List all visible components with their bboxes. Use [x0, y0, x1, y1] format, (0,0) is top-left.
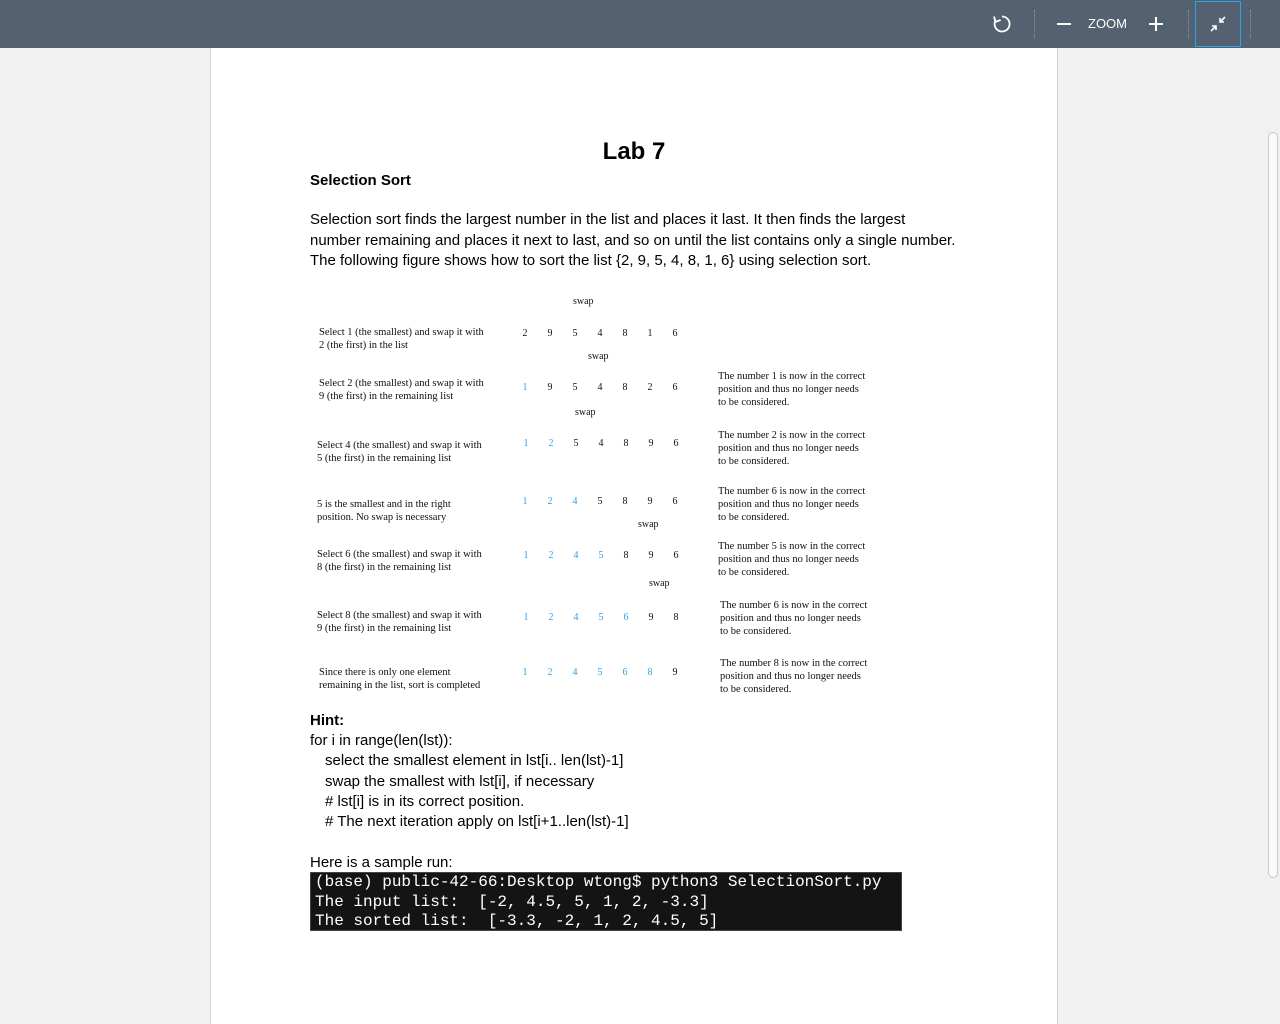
zoom-out-button[interactable]	[1052, 10, 1076, 38]
list-number: 8	[623, 550, 629, 561]
list-number: 6	[622, 667, 628, 678]
fit-page-icon	[1208, 14, 1228, 34]
list-number: 9	[547, 328, 553, 339]
step-description: Select 4 (the smallest) and swap it with 5 (the first) in the remaining list	[317, 440, 482, 464]
step-description: Since there is only one element remaining in the list, sort is completed	[319, 667, 481, 691]
swap-label: swap	[573, 296, 594, 307]
list-number: 8	[622, 328, 628, 339]
list-number: 1	[522, 382, 528, 393]
list-number: 5	[597, 496, 603, 507]
terminal-line: (base) public-42-66:Desktop wtong$ python3 SelectionSort.py	[315, 873, 882, 891]
refresh-icon	[991, 13, 1013, 35]
hint-line: # The next iteration apply on lst[i+1..len(lst)-1]	[325, 813, 629, 830]
zoom-label: ZOOM	[1088, 16, 1127, 31]
list-number: 2	[522, 328, 528, 339]
list-number: 4	[597, 328, 603, 339]
list-number: 2	[647, 382, 653, 393]
step-note: The number 8 is now in the correct position and thus no longer needs to be considered.	[720, 658, 868, 695]
swap-label: swap	[588, 351, 609, 362]
hint-line: swap the smallest with lst[i], if necessary	[325, 773, 595, 790]
list-number: 9	[648, 550, 654, 561]
list-number: 6	[623, 612, 629, 623]
list-number: 2	[547, 496, 553, 507]
list-number: 6	[672, 496, 678, 507]
zoom-out-icon	[1055, 15, 1073, 33]
toolbar-separator	[1034, 10, 1035, 38]
hint-line: select the smallest element in lst[i.. len(lst)-1]	[325, 752, 624, 769]
step-description: 5 is the smallest and in the right position. No swap is necessary	[317, 499, 451, 523]
list-number: 6	[672, 382, 678, 393]
list-number: 8	[623, 438, 629, 449]
list-number: 6	[673, 438, 679, 449]
list-number: 2	[548, 612, 554, 623]
step-description: Select 1 (the smallest) and swap it with 2 (the first) in the list	[319, 327, 484, 351]
swap-label: swap	[638, 519, 659, 530]
list-number: 5	[572, 328, 578, 339]
step-note: The number 6 is now in the correct position and thus no longer needs to be considered.	[720, 600, 868, 637]
swap-label: swap	[649, 578, 670, 589]
list-number: 5	[598, 612, 604, 623]
hint-line: for i in range(len(lst)):	[310, 732, 453, 749]
step-note: The number 1 is now in the correct position and thus no longer needs to be considered.	[718, 371, 866, 408]
step-note: The number 2 is now in the correct position and thus no longer needs to be considered.	[718, 430, 866, 467]
list-number: 8	[647, 667, 653, 678]
toolbar-separator	[1188, 10, 1189, 38]
list-number: 9	[648, 438, 654, 449]
list-number: 2	[547, 667, 553, 678]
section-heading: Selection Sort	[310, 172, 411, 189]
list-number: 5	[572, 382, 578, 393]
list-number: 9	[672, 667, 678, 678]
list-number: 1	[523, 438, 529, 449]
list-number: 8	[673, 612, 679, 623]
hint-line: # lst[i] is in its correct position.	[325, 793, 525, 810]
list-number: 8	[622, 382, 628, 393]
list-number: 9	[648, 612, 654, 623]
step-description: Select 2 (the smallest) and swap it with 9 (the first) in the remaining list	[319, 378, 484, 402]
list-number: 4	[573, 612, 579, 623]
fit-page-button[interactable]	[1195, 1, 1241, 47]
intro-paragraph: Selection sort finds the largest number in the list and places it last. It then finds the largest number remaining and places it next to last, and so on until the list contains only a single number. The following figure shows how to sort the list {2, 9, 5, 4, 8, 1, 6} using selection sort.	[310, 211, 956, 269]
sample-run-label: Here is a sample run:	[310, 854, 453, 871]
list-number: 4	[572, 496, 578, 507]
step-note: The number 6 is now in the correct position and thus no longer needs to be considered.	[718, 486, 866, 523]
zoom-in-icon	[1147, 15, 1165, 33]
terminal-line: The input list: [-2, 4.5, 5, 1, 2, -3.3]	[315, 892, 709, 911]
list-number: 9	[547, 382, 553, 393]
toolbar-separator	[1250, 10, 1251, 38]
refresh-button[interactable]	[988, 10, 1016, 38]
list-number: 1	[647, 328, 653, 339]
scrollbar-thumb[interactable]	[1268, 132, 1278, 878]
document-page	[210, 48, 1058, 1024]
list-number: 4	[573, 550, 579, 561]
list-number: 8	[622, 496, 628, 507]
list-number: 2	[548, 550, 554, 561]
list-number: 5	[598, 550, 604, 561]
list-number: 6	[673, 550, 679, 561]
list-number: 4	[597, 382, 603, 393]
hint-heading: Hint:	[310, 712, 345, 729]
list-number: 2	[548, 438, 554, 449]
page-title: Lab 7	[602, 138, 666, 165]
list-number: 5	[573, 438, 579, 449]
step-description: Select 6 (the smallest) and swap it with 8 (the first) in the remaining list	[317, 549, 482, 573]
list-number: 1	[523, 550, 529, 561]
step-description: Select 8 (the smallest) and swap it with 9 (the first) in the remaining list	[317, 610, 482, 634]
step-note: The number 5 is now in the correct position and thus no longer needs to be considered.	[718, 541, 866, 578]
list-number: 1	[523, 612, 529, 623]
list-number: 6	[672, 328, 678, 339]
list-number: 5	[597, 667, 603, 678]
viewer-toolbar	[0, 0, 1280, 48]
list-number: 1	[522, 667, 528, 678]
terminal-output	[310, 872, 902, 931]
list-number: 4	[598, 438, 604, 449]
swap-label: swap	[575, 407, 596, 418]
terminal-line: The sorted list: [-3.3, -2, 1, 2, 4.5, 5]	[315, 912, 719, 930]
zoom-in-button[interactable]	[1144, 10, 1168, 38]
list-number: 4	[572, 667, 578, 678]
list-number: 9	[647, 496, 653, 507]
list-number: 1	[522, 496, 528, 507]
